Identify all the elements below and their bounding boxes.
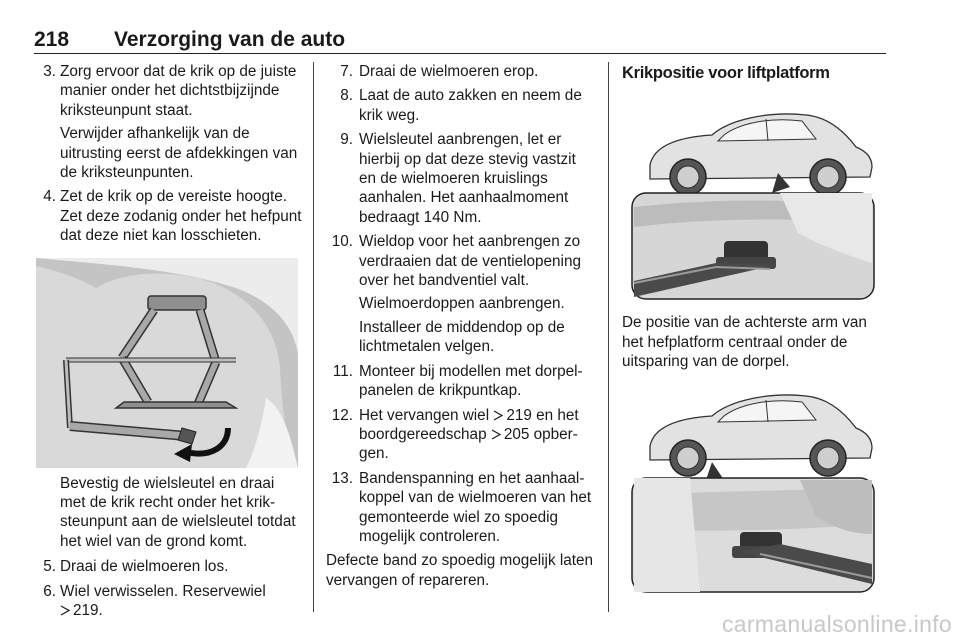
- list-item-6: [36, 582, 302, 621]
- list-item-10: [326, 232, 596, 356]
- column-1: [36, 62, 302, 626]
- list-number: 6.: [43, 582, 56, 600]
- list-text: Wieldop voor het aanbrengen zo verdraaien dat de ventielopening over het bandventiel valt.: [359, 233, 581, 290]
- list-item-9: [326, 130, 596, 227]
- lift-platform-front-illustration: [620, 93, 882, 301]
- list-text: Wielsleutel aanbrengen, let er hierbij op dat deze stevig vastzit en de wielmoeren kruislings aanhalen. Het aanhaalmoment bedraagt 140 Nm.: [359, 131, 576, 226]
- list-text: Bandenspanning en het aanhaalkoppel van de wielmoeren van het gemonteerde wiel zo spoedig mogelijk controleren.: [359, 469, 592, 545]
- section-heading: Krikpositie voor liftplatform: [622, 64, 830, 82]
- column-divider: [608, 62, 609, 612]
- page-number: 218: [34, 28, 70, 51]
- list-number: 10.: [331, 233, 353, 251]
- page-reference[interactable]: 219 en het boordgereedschap: [359, 406, 579, 443]
- column-divider: [313, 62, 314, 612]
- list-subtext: Wielmoerdoppen aanbrengen.: [359, 295, 565, 313]
- list-item-12: [326, 406, 596, 464]
- list-item-11: [326, 362, 596, 401]
- jack-illustration: [36, 258, 298, 468]
- list-text: Het vervangen wiel: [359, 406, 490, 424]
- list-item-5: [36, 557, 302, 576]
- list-item-4: [36, 187, 302, 245]
- list-number: 9.: [340, 131, 353, 149]
- list-number: 7.: [340, 63, 353, 80]
- list-item-7: [326, 62, 596, 81]
- list-number: 11.: [332, 362, 353, 380]
- list-item-13: [326, 469, 596, 547]
- page-reference-icon: [493, 410, 504, 421]
- page-reference-icon: [491, 429, 502, 440]
- closing-note: Defecte band zo spoedig mogelijk laten vervangen of repareren.: [326, 552, 594, 589]
- page-reference[interactable]: 205 opbergen.: [359, 425, 578, 463]
- column-3: [622, 62, 886, 594]
- column-2: [326, 62, 596, 590]
- page-header: [34, 28, 886, 54]
- list-text: Zorg ervoor dat de krik op de juiste manier onder het dichtstbijzijnde kriksteunpunt staat.: [60, 63, 297, 119]
- list-number: 13.: [331, 469, 353, 487]
- page-title: Verzorging van de auto: [114, 28, 346, 51]
- section-paragraph: De positie van de achterste arm van het hefplatform centraal onder de uitsparing van de dorpel.: [622, 314, 867, 371]
- page-reference[interactable]: 219.: [73, 602, 103, 620]
- figure-caption: Bevestig de wielsleutel en draai met de krik recht onder het kriksteunpunt aan de wielsleutel totdat het wiel van de grond komt.: [60, 474, 296, 550]
- watermark: carmanualsonline.info: [721, 611, 952, 637]
- list-number: 3.: [43, 63, 56, 80]
- list-subtext: Installeer de middendop op de lichtmetalen velgen.: [359, 318, 565, 356]
- list-text: Wiel verwisselen. Reservewiel: [60, 582, 266, 600]
- list-text: Monteer bij modellen met dorpelpanelen de krikpuntkap.: [359, 362, 583, 400]
- list-text: Draai de wielmoeren erop.: [359, 63, 539, 80]
- list-number: 5.: [43, 558, 56, 576]
- list-number: 8.: [340, 87, 353, 105]
- lift-platform-rear-illustration: [620, 384, 882, 594]
- list-item-8: [326, 86, 596, 125]
- list-text: Zet de krik op de vereiste hoogte. Zet deze zodanig onder het hefpunt dat deze niet kan losschieten.: [60, 188, 302, 245]
- list-number: 12.: [331, 406, 353, 424]
- list-subtext: Verwijder afhankelijk van de uitrusting eerst de afdekkingen van de kriksteunpunten.: [60, 125, 298, 182]
- list-text: Draai de wielmoeren los.: [60, 558, 229, 576]
- list-text: Laat de auto zakken en neem de krik weg.: [359, 87, 582, 124]
- list-number: 4.: [43, 188, 56, 206]
- page-reference-icon: [60, 605, 71, 616]
- list-item-3: [36, 62, 302, 182]
